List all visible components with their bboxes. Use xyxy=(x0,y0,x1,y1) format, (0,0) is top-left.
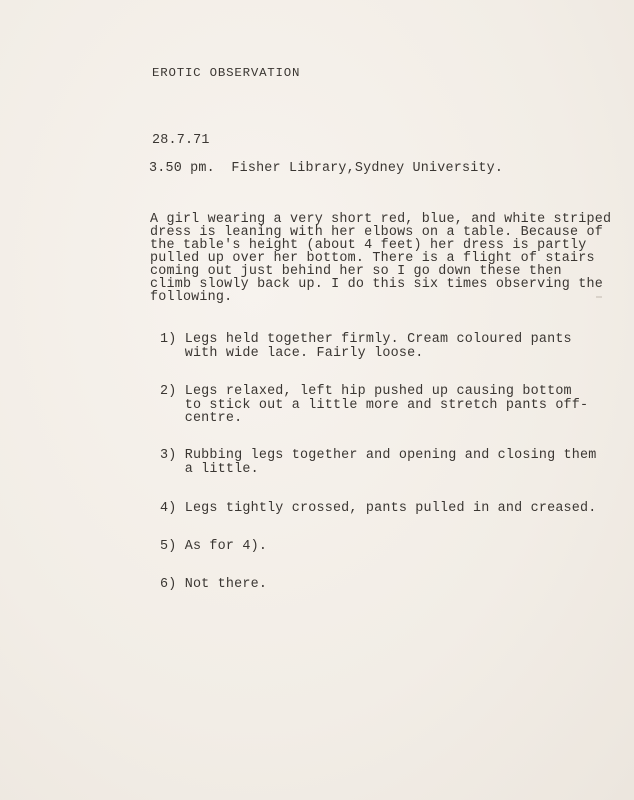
paragraph-line: A girl wearing a very short red, blue, and white striped xyxy=(150,212,612,227)
paragraph-line: pulled up over her bottom. There is a flight of stairs xyxy=(150,251,595,266)
list-item-line: a little. xyxy=(160,461,259,477)
list-item-line: 4) Legs tightly crossed, pants pulled in and creased. xyxy=(160,501,597,516)
list-item-5 xyxy=(160,540,267,554)
list-item-1 xyxy=(160,333,572,360)
paragraph-line: coming out just behind her so I go down these then xyxy=(150,264,562,279)
time-and-place: 3.50 pm. Fisher Library,Sydney University. xyxy=(149,161,504,176)
paragraph-line: climb slowly back up. I do this six times observing the xyxy=(150,277,603,292)
document-title: EROTIC OBSERVATION xyxy=(152,66,301,80)
list-item-line: with wide lace. Fairly loose. xyxy=(160,345,424,361)
list-item-line: 6) Not there. xyxy=(160,577,268,592)
observation-paragraph xyxy=(150,212,612,305)
paragraph-line: dress is leaning with her elbows on a table. Because of xyxy=(150,225,603,240)
document-date: 28.7.71 xyxy=(152,133,210,148)
list-item-6 xyxy=(160,578,267,592)
paper-mark xyxy=(596,296,602,298)
list-item-line: 5) As for 4). xyxy=(160,539,268,554)
list-item-line: centre. xyxy=(160,411,243,426)
paragraph-line: following. xyxy=(150,290,233,305)
list-item-line: 1) Legs held together firmly. Cream coloured pants xyxy=(160,332,572,347)
list-item-4 xyxy=(160,502,597,516)
list-item-line: 3) Rubbing legs together and opening and closing them xyxy=(160,448,597,463)
list-item-line: 2) Legs relaxed, left hip pushed up causing bottom xyxy=(160,384,572,399)
paragraph-line: the table's height (about 4 feet) her dress is partly xyxy=(150,238,587,253)
list-item-2 xyxy=(160,385,588,426)
list-item-line: to stick out a little more and stretch pants off- xyxy=(160,397,589,413)
list-item-3 xyxy=(160,449,597,476)
